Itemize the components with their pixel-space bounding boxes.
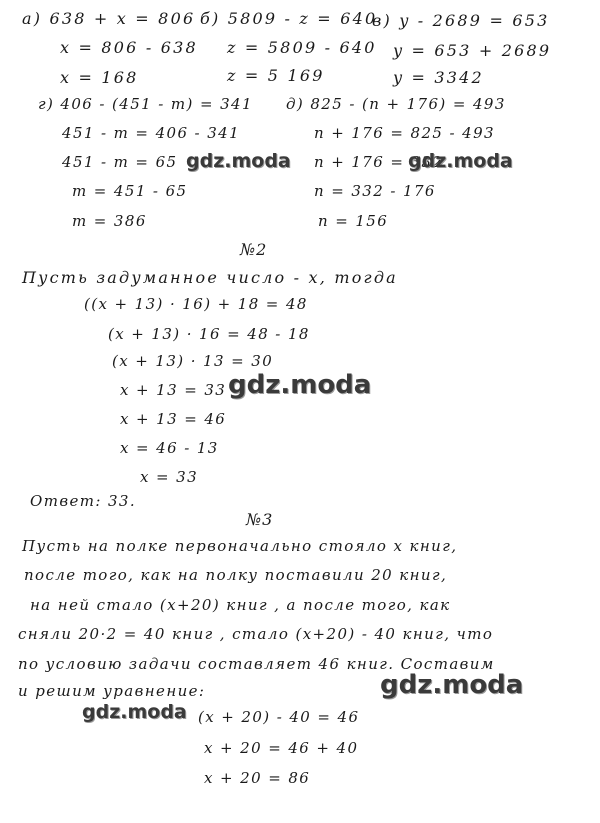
- task2-line1: ((x + 13) · 16) + 18 = 48: [84, 295, 308, 313]
- watermark-lower-right: gdz.moda: [380, 670, 524, 700]
- task3-text-line5: по условию задачи составляет 46 книг. Составим: [18, 655, 495, 673]
- task3-eq-line3: x + 20 = 86: [204, 769, 311, 787]
- task2-intro: Пусть задуманное число - x, тогда: [22, 268, 398, 287]
- task1-e-line3: n + 176 = 332: [314, 153, 444, 171]
- task2-answer: Ответ: 33.: [30, 492, 137, 510]
- watermark-lower-left: gdz.moda: [82, 701, 187, 723]
- task1-a-line1: а) 638 + x = 806: [22, 9, 196, 28]
- watermark-top-left: gdz.moda: [186, 150, 291, 172]
- task1-b-line1: б) 5809 - z = 640: [200, 9, 378, 28]
- task1-e-line2: n + 176 = 825 - 493: [314, 124, 495, 142]
- task3-text-line2: после того, как на полку поставили 20 книг,: [24, 566, 448, 584]
- task1-b-line3: z = 5 169: [227, 66, 325, 85]
- task1-d-line1: г) 406 - (451 - m) = 341: [38, 95, 253, 113]
- task2-line5: x + 13 = 46: [120, 410, 227, 428]
- task3-eq-line2: x + 20 = 46 + 40: [204, 739, 359, 757]
- task1-b-line2: z = 5809 - 640: [227, 38, 377, 57]
- task1-e-line5: n = 156: [318, 212, 389, 230]
- task3-text-line3: на ней стало (x+20) книг , а после того, как: [30, 596, 451, 614]
- task2-line6: x = 46 - 13: [120, 439, 219, 457]
- task1-a-line3: x = 168: [60, 68, 139, 87]
- task1-d-line4: m = 451 - 65: [72, 182, 188, 200]
- task3-heading: №3: [246, 510, 274, 529]
- task3-text-line1: Пусть на полке первоначально стояло x книг,: [22, 537, 458, 555]
- task2-line7: x = 33: [140, 468, 199, 486]
- task2-line2: (x + 13) · 16 = 48 - 18: [108, 325, 310, 343]
- task1-c-line2: y = 653 + 2689: [393, 41, 552, 60]
- watermark-middle: gdz.moda: [228, 370, 372, 400]
- task1-c-line1: в) y - 2689 = 653: [372, 11, 550, 30]
- task2-heading: №2: [240, 240, 268, 259]
- task1-d-line2: 451 - m = 406 - 341: [62, 124, 241, 142]
- task1-c-line3: y = 3342: [393, 68, 484, 87]
- task1-d-line5: m = 386: [72, 212, 147, 230]
- task2-line3: (x + 13) · 13 = 30: [112, 352, 274, 370]
- task1-e-line1: д) 825 - (n + 176) = 493: [286, 95, 506, 113]
- watermark-top-right: gdz.moda: [408, 150, 513, 172]
- task3-text-line6: и решим уравнение:: [18, 682, 206, 700]
- task3-eq-line1: (x + 20) - 40 = 46: [198, 708, 360, 726]
- task1-a-line2: x = 806 - 638: [60, 38, 198, 57]
- task1-e-line4: n = 332 - 176: [314, 182, 436, 200]
- task2-line4: x + 13 = 33: [120, 381, 227, 399]
- task3-text-line4: сняли 20·2 = 40 книг , стало (x+20) - 40 книг, что: [18, 625, 494, 643]
- task1-d-line3: 451 - m = 65: [62, 153, 178, 171]
